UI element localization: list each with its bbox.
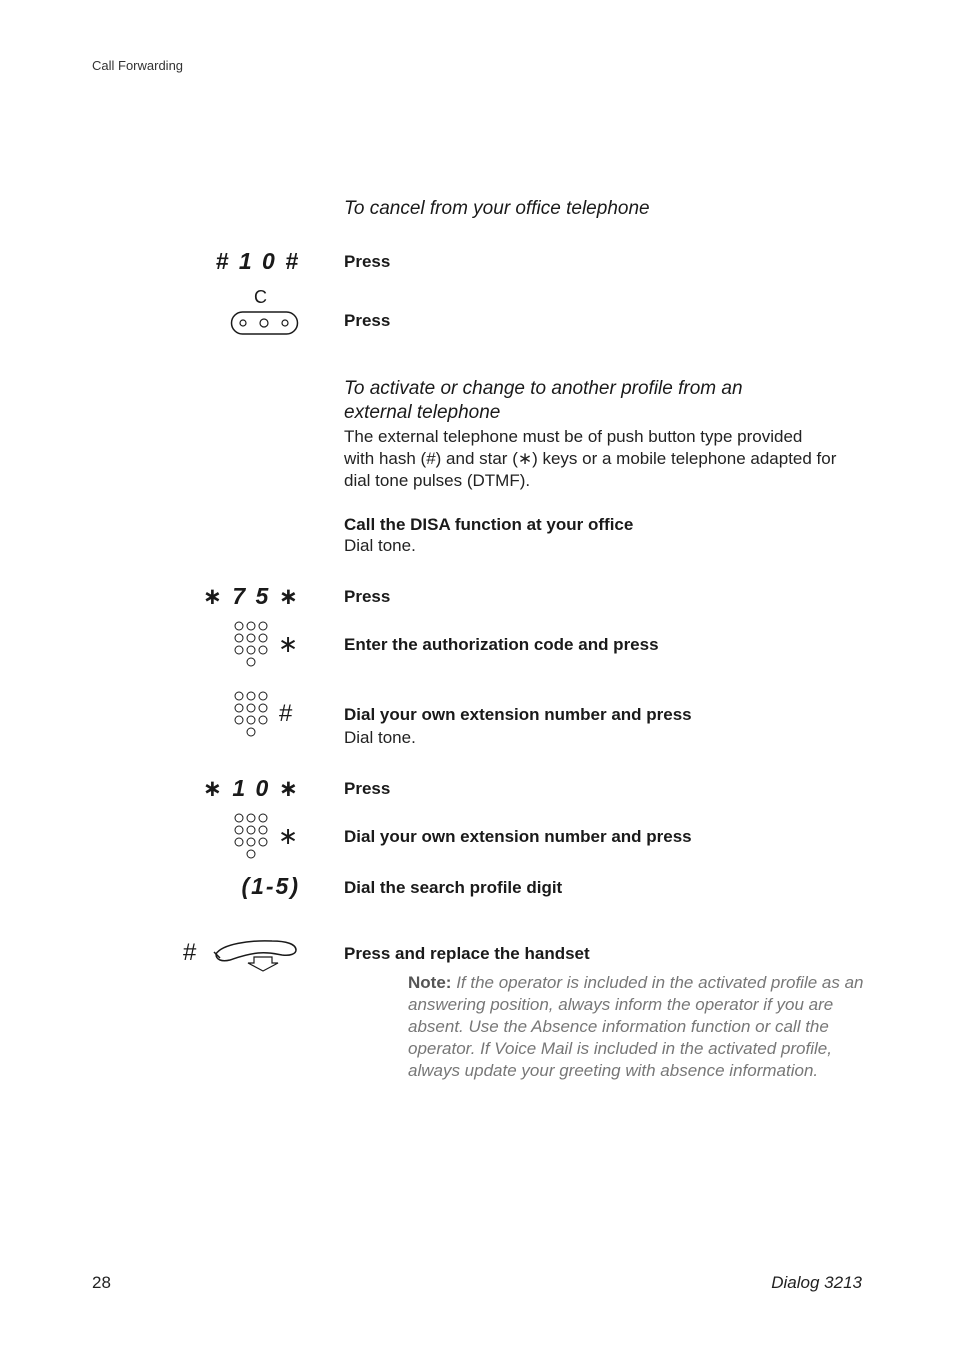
press-3: Press [344, 587, 391, 606]
paragraph-line-1: The external telephone must be of push button type provided [344, 427, 803, 446]
handset-down-icon [210, 936, 302, 974]
code-75: ∗ 7 5 ∗ [202, 583, 300, 609]
note-label: Note: [408, 973, 452, 992]
star-key-symbol: ∗ [278, 823, 299, 850]
activate-paragraph [344, 426, 874, 492]
note-text: If the operator is included in the activated profile as an answering position, always inform the operator if you are absent. Use the Absence information function or call the operator. If Voice Mail is included in the activated profile, always update your greeting with absence information. [408, 973, 864, 1080]
activate-heading-line-1: To activate or change to another profile from an [344, 378, 743, 399]
code-10: ∗ 1 0 ∗ [202, 775, 300, 801]
clear-key-icon [230, 310, 300, 338]
replace-label: Press and replace the handset [344, 944, 590, 963]
dial-tone-2: Dial tone. [344, 728, 416, 747]
running-header: Call Forwarding [92, 58, 184, 73]
page-number: 28 [92, 1273, 111, 1292]
cancel-code: # 1 0 # [215, 248, 300, 274]
profile-label: Dial the search profile digit [344, 878, 563, 897]
hash-key-symbol: # [183, 939, 197, 966]
cancel-heading: To cancel from your office telephone [344, 198, 650, 219]
keypad-icon [232, 690, 274, 738]
ext2-label: Dial your own extension number and press [344, 827, 692, 846]
disa-label: Call the DISA function at your office [344, 515, 634, 534]
cancel-press-2: Press [344, 311, 391, 330]
cancel-press-1: Press [344, 252, 391, 271]
activate-heading [344, 377, 864, 425]
paragraph-line-2: with hash (#) and star (∗) keys or a mobile telephone adapted for [344, 449, 837, 468]
note [408, 972, 868, 1082]
product-name: Dialog 3213 [771, 1273, 862, 1292]
press-4: Press [344, 779, 391, 798]
profile-code: (1-5) [241, 873, 300, 899]
keypad-icon [232, 812, 274, 860]
ext-label: Dial your own extension number and press [344, 705, 692, 724]
c-key-label: C [254, 287, 267, 307]
keypad-icon [232, 620, 274, 668]
activate-heading-line-2: external telephone [344, 402, 501, 423]
star-key-symbol: ∗ [278, 631, 299, 658]
hash-key-symbol: # [279, 700, 293, 727]
dial-tone-1: Dial tone. [344, 536, 416, 555]
auth-label: Enter the authorization code and press [344, 635, 659, 654]
paragraph-line-3: dial tone pulses (DTMF). [344, 471, 531, 490]
